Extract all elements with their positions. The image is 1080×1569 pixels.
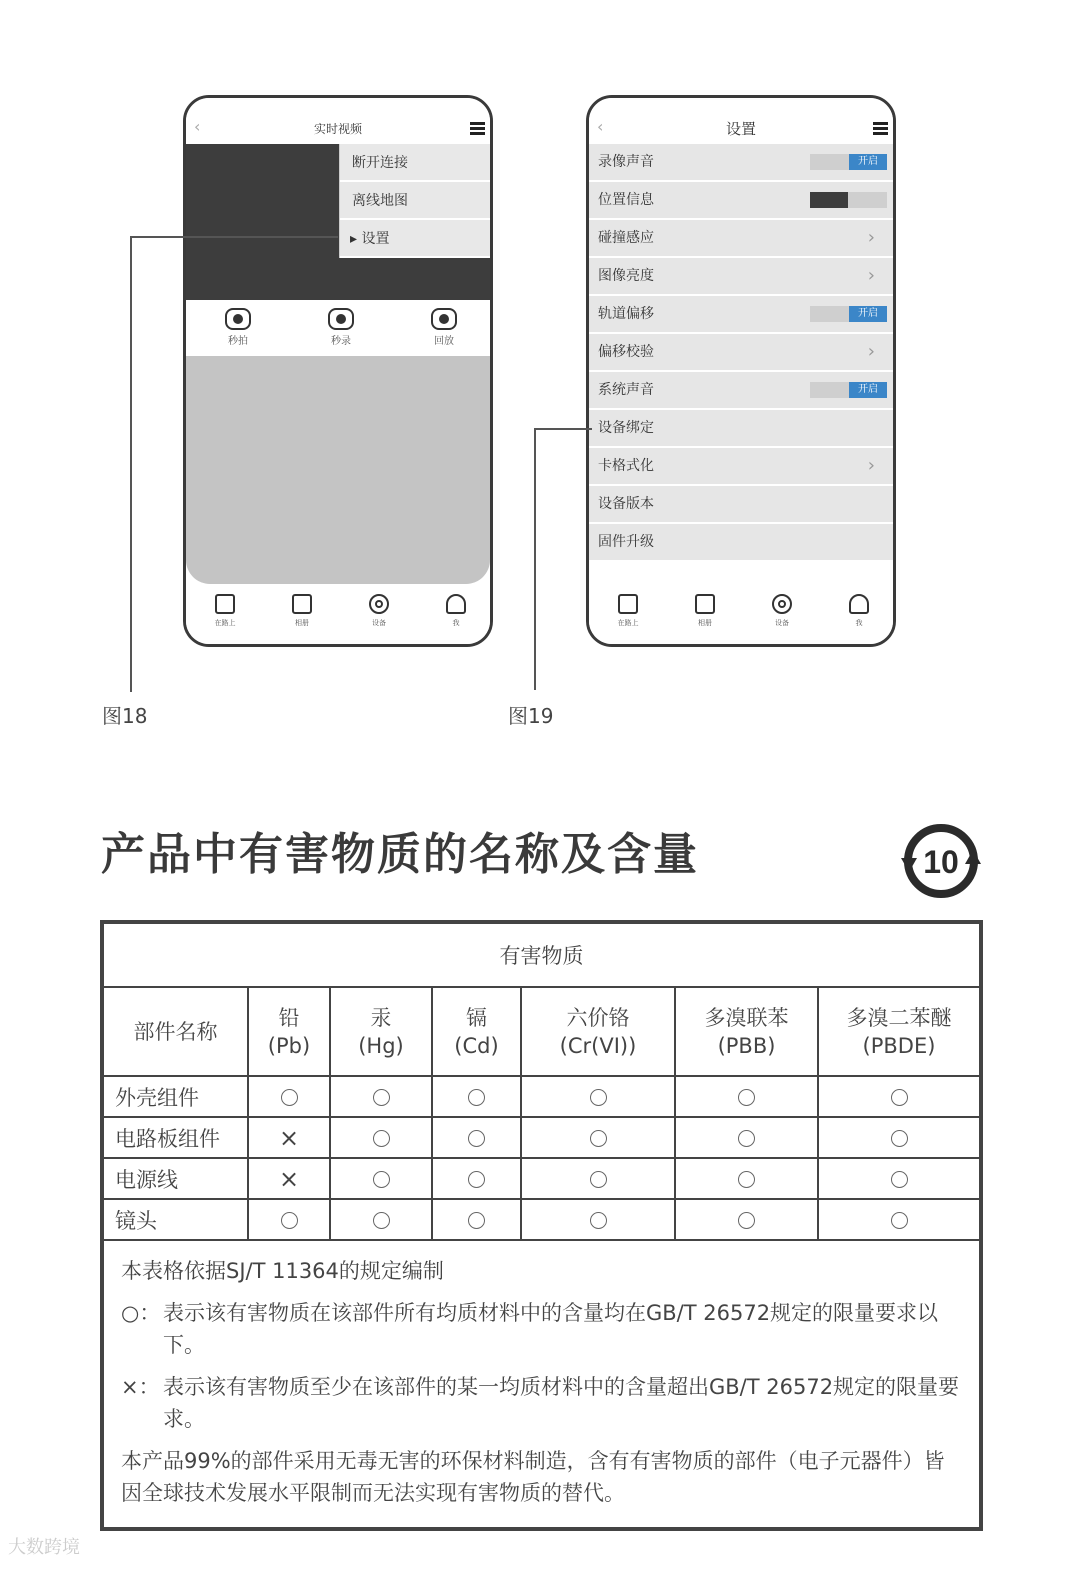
tab-label: 设备 — [372, 619, 386, 627]
substance-mark — [330, 1117, 432, 1158]
substance-mark — [330, 1199, 432, 1240]
header-text: 镉 — [466, 1005, 487, 1030]
header-hg — [330, 987, 432, 1076]
toggle-knob — [810, 192, 848, 208]
tab-device[interactable] — [762, 594, 802, 628]
callout-line-fig18 — [130, 236, 132, 692]
part-name: 电源线 — [103, 1158, 248, 1199]
setting-label: 偏移校验 — [598, 344, 654, 360]
setting-label: 卡格式化 — [598, 458, 654, 474]
setting-offset-calibration[interactable] — [589, 334, 893, 372]
environmental-protection-period-logo — [897, 820, 985, 902]
substance-mark — [521, 1076, 675, 1117]
note-text: 表示该有害物质在该部件所有均质材料中的含量均在GB/T 26572规定的限量要求以下。 — [163, 1301, 939, 1357]
circle-mark-icon — [468, 1089, 485, 1106]
setting-brightness[interactable] — [589, 258, 893, 296]
circle-mark-icon — [590, 1171, 607, 1188]
circle-mark-icon — [738, 1212, 755, 1229]
part-name: 电路板组件 — [103, 1117, 248, 1158]
substance-mark — [675, 1158, 818, 1199]
part-name: 镜头 — [103, 1199, 248, 1240]
circle-mark-icon — [590, 1130, 607, 1147]
circle-mark-icon — [468, 1212, 485, 1229]
note-basis: 本表格依据SJ/T 11364的规定编制 — [121, 1259, 444, 1283]
header-text: 铅 — [278, 1005, 300, 1030]
map-pin-icon — [215, 594, 235, 614]
tool-label: 秒录 — [331, 336, 351, 347]
tab-on-road[interactable] — [205, 594, 245, 628]
camera-icon — [225, 308, 251, 330]
circle-mark-icon — [891, 1089, 908, 1106]
back-icon[interactable]: ‹ — [194, 117, 201, 136]
circle-symbol: ○： — [121, 1301, 161, 1325]
header-cr6 — [521, 987, 675, 1076]
user-icon — [849, 594, 869, 614]
toggle-switch[interactable] — [810, 192, 887, 208]
tab-album[interactable] — [685, 594, 725, 628]
setting-firmware-upgrade[interactable] — [589, 524, 893, 562]
setting-device-version[interactable] — [589, 486, 893, 524]
note-footer: 本产品99%的部件采用无毒无害的环保材料制造，含有有害物质的部件（电子元器件）皆因全球技术发展水平限制而无法实现有害物质的替代。 — [121, 1449, 945, 1505]
setting-label: 碰撞感应 — [598, 230, 654, 246]
tab-me[interactable] — [839, 594, 879, 628]
tab-label: 相册 — [295, 619, 309, 627]
setting-lane-offset[interactable] — [589, 296, 893, 334]
playback-button[interactable] — [424, 308, 464, 347]
tool-label: 回放 — [434, 336, 454, 347]
app-header — [589, 98, 893, 144]
map-pin-icon — [618, 594, 638, 614]
circle-mark-icon — [738, 1089, 755, 1106]
substance-mark — [521, 1158, 675, 1199]
menu-item-settings-label: 设置 — [361, 231, 390, 247]
circle-mark-icon — [468, 1171, 485, 1188]
circle-mark-icon — [281, 1089, 298, 1106]
header-text: 六价铬 — [566, 1005, 630, 1030]
chevron-right-icon: › — [867, 265, 875, 286]
circle-mark-icon — [590, 1212, 607, 1229]
video-camera-icon — [328, 308, 354, 330]
table-row — [103, 1158, 980, 1199]
setting-collision[interactable] — [589, 220, 893, 258]
menu-icon[interactable] — [873, 122, 888, 135]
header-text: 汞 — [370, 1005, 392, 1030]
substance-mark — [330, 1076, 432, 1117]
snapshot-button[interactable] — [218, 308, 258, 347]
table-row — [103, 1117, 980, 1158]
setting-label: 固件升级 — [598, 534, 654, 550]
setting-label: 设备绑定 — [598, 420, 654, 436]
header-symbol: (Pb) — [267, 1033, 311, 1058]
setting-device-binding[interactable] — [589, 410, 893, 448]
chevron-right-icon: › — [867, 341, 875, 362]
substance-mark — [432, 1117, 521, 1158]
setting-record-sound[interactable] — [589, 144, 893, 182]
header-cd — [432, 987, 521, 1076]
chevron-right-icon: › — [867, 227, 875, 248]
content-placeholder — [186, 356, 490, 584]
substance-mark — [818, 1117, 980, 1158]
logo-number: 10 — [923, 844, 959, 880]
tab-on-road[interactable] — [608, 594, 648, 628]
substance-mark — [248, 1076, 330, 1117]
cross-symbol: ×： — [121, 1375, 160, 1399]
app-header — [186, 98, 490, 144]
watermark: 大数跨境 — [8, 1537, 80, 1558]
toggle-switch[interactable] — [810, 306, 887, 322]
setting-system-sound[interactable] — [589, 372, 893, 410]
tab-label: 我 — [452, 619, 460, 627]
tab-label: 我 — [855, 619, 863, 627]
substance-mark — [432, 1158, 521, 1199]
figure-label-19: 图19 — [508, 704, 554, 728]
header-pbde — [818, 987, 980, 1076]
substance-mark — [675, 1199, 818, 1240]
substance-mark — [675, 1076, 818, 1117]
circle-mark-icon — [281, 1212, 298, 1229]
tool-label: 秒拍 — [228, 336, 248, 347]
table-row — [103, 1076, 980, 1117]
circle-mark-icon — [468, 1130, 485, 1147]
chevron-right-icon: › — [867, 455, 875, 476]
substance-mark — [432, 1199, 521, 1240]
toggle-on-label: 开启 — [849, 154, 887, 170]
table-header-row — [103, 987, 980, 1076]
substance-mark — [248, 1158, 330, 1199]
header-symbol: (Hg) — [358, 1033, 404, 1058]
back-icon[interactable]: ‹ — [597, 117, 604, 136]
header-symbol: (Cr(VI)) — [559, 1033, 637, 1058]
header-pb — [248, 987, 330, 1076]
capture-tools — [186, 300, 490, 356]
header-title: 设置 — [725, 120, 756, 138]
cross-mark-icon: × — [278, 1123, 300, 1152]
note-cross-meaning — [121, 1371, 963, 1435]
setting-location[interactable] — [589, 182, 893, 220]
tab-label: 在路上 — [617, 619, 639, 627]
circle-mark-icon — [738, 1130, 755, 1147]
callout-line-fig19 — [534, 428, 536, 690]
circle-mark-icon — [373, 1171, 390, 1188]
header-title: 实时视频 — [313, 122, 362, 136]
tab-label: 相册 — [698, 619, 712, 627]
circle-mark-icon — [373, 1130, 390, 1147]
circle-mark-icon — [891, 1130, 908, 1147]
cross-mark-icon: × — [278, 1164, 300, 1193]
setting-label: 图像亮度 — [598, 268, 654, 284]
header-pbb — [675, 987, 818, 1076]
substance-mark — [330, 1158, 432, 1199]
substance-mark — [818, 1199, 980, 1240]
phone-mockup-fig19 — [586, 95, 896, 647]
note-circle-meaning — [121, 1297, 963, 1361]
phone-mockup-fig18 — [183, 95, 493, 647]
substance-mark — [818, 1076, 980, 1117]
setting-label: 录像声音 — [598, 154, 654, 170]
setting-format-card[interactable] — [589, 448, 893, 486]
header-text: 部件名称 — [133, 1019, 218, 1044]
playback-icon — [431, 308, 457, 330]
tab-label: 在路上 — [214, 619, 236, 627]
setting-label: 轨道偏移 — [598, 306, 654, 322]
substance-mark — [521, 1117, 675, 1158]
menu-item-offline-map[interactable]: 离线地图 — [340, 182, 491, 220]
tab-bar — [186, 586, 490, 644]
dashcam-icon — [369, 594, 389, 614]
quick-record-button[interactable] — [321, 308, 361, 347]
menu-icon[interactable] — [470, 122, 485, 135]
toggle-switch[interactable] — [810, 154, 887, 170]
circle-mark-icon — [738, 1171, 755, 1188]
circle-mark-icon — [373, 1089, 390, 1106]
header-symbol: (PBB) — [717, 1033, 776, 1058]
toggle-on-label: 开启 — [849, 382, 887, 398]
dropdown-menu — [339, 144, 491, 258]
figure-label-18: 图18 — [102, 704, 148, 728]
table-row — [103, 1199, 980, 1240]
header-symbol: (PBDE) — [862, 1033, 936, 1058]
header-part-name — [103, 987, 248, 1076]
callout-line-fig19 — [534, 428, 592, 430]
dashcam-icon — [772, 594, 792, 614]
toggle-switch[interactable] — [810, 382, 887, 398]
part-name: 外壳组件 — [103, 1076, 248, 1117]
tab-album[interactable] — [282, 594, 322, 628]
tab-me[interactable] — [436, 594, 476, 628]
circle-mark-icon — [590, 1089, 607, 1106]
tab-bar — [589, 586, 893, 644]
setting-label: 系统声音 — [598, 382, 654, 398]
circle-mark-icon — [373, 1212, 390, 1229]
substance-mark — [248, 1199, 330, 1240]
tab-device[interactable] — [359, 594, 399, 628]
menu-item-settings[interactable]: ▸ 设置 — [340, 220, 491, 258]
tab-label: 设备 — [775, 619, 789, 627]
note-text: 表示该有害物质至少在该部件的某一均质材料中的含量超出GB/T 26572规定的限量要求。 — [163, 1375, 960, 1431]
substance-mark — [521, 1199, 675, 1240]
header-text: 多溴二苯醚 — [846, 1005, 952, 1030]
circle-mark-icon — [891, 1171, 908, 1188]
image-icon — [695, 594, 715, 614]
circle-mark-icon — [891, 1212, 908, 1229]
substance-mark — [248, 1117, 330, 1158]
table-caption: 有害物质 — [103, 923, 980, 987]
image-icon — [292, 594, 312, 614]
section-title: 产品中有害物质的名称及含量 — [101, 829, 699, 880]
settings-list — [589, 144, 893, 562]
toggle-on-label: 开启 — [849, 306, 887, 322]
header-symbol: (Cd) — [454, 1033, 499, 1058]
substance-mark — [818, 1158, 980, 1199]
user-icon — [446, 594, 466, 614]
setting-label: 位置信息 — [598, 192, 654, 208]
menu-item-disconnect[interactable]: 断开连接 — [340, 144, 491, 182]
table-notes — [103, 1240, 980, 1528]
setting-label: 设备版本 — [598, 496, 654, 512]
hazardous-substances-table — [100, 920, 983, 1531]
callout-line-fig18 — [130, 236, 338, 238]
substance-mark — [432, 1076, 521, 1117]
substance-mark — [675, 1117, 818, 1158]
header-text: 多溴联苯 — [704, 1005, 789, 1030]
